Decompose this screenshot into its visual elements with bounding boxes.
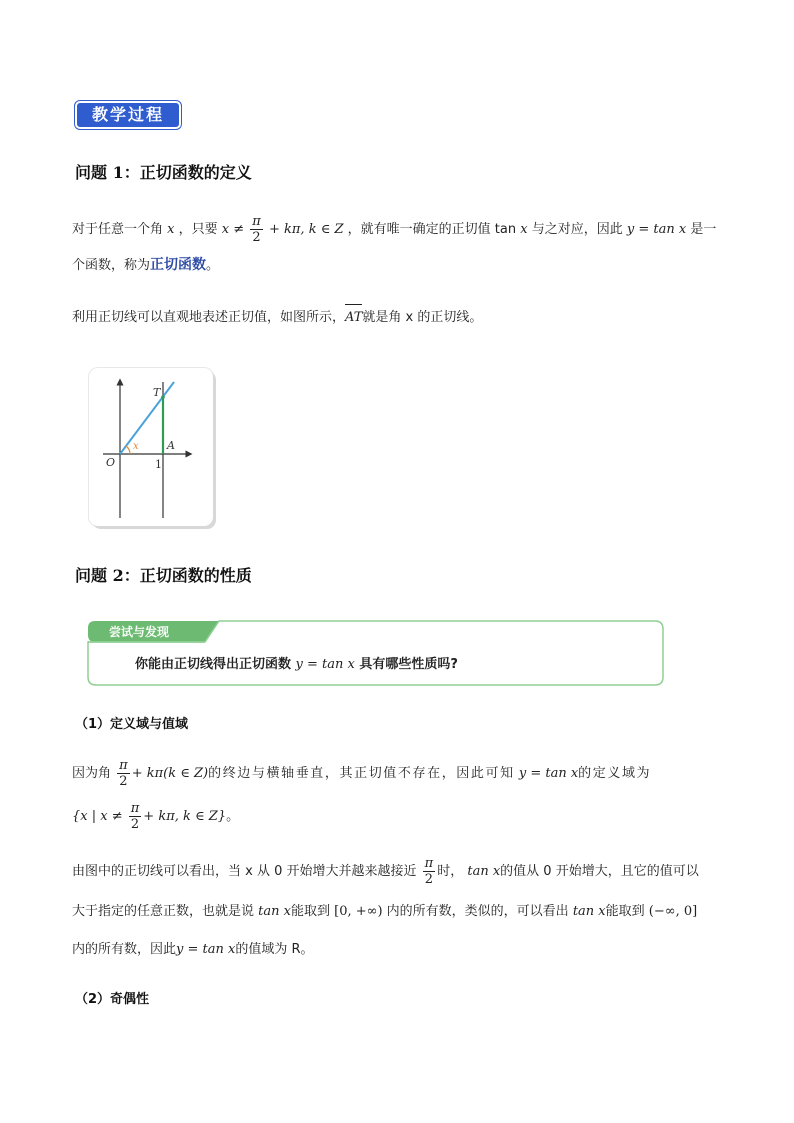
- p2-tan: tan x: [467, 864, 501, 879]
- term-tangent-function: 正切函数: [150, 257, 207, 273]
- vector-AT: AT: [345, 308, 362, 328]
- p2-line1: 由图中的正切线可以看出，当 x 从 0 开始增大并越来越接近 $\frac{\pi}{2}$ 时， tan x的值从 0 开始增大，且它的值可以: [72, 856, 699, 887]
- label-x: x: [133, 441, 139, 452]
- section-label: 教学过程: [75, 101, 181, 129]
- p1-after: + kπ(k ∈ Z): [131, 766, 209, 781]
- tangent-diagram: [89, 368, 213, 526]
- def-cond-lhs: x ≠: [221, 222, 245, 237]
- set-pre: {x | x ≠: [72, 809, 123, 824]
- label-T: T: [153, 386, 161, 399]
- sub-parity: （2）奇偶性: [75, 992, 150, 1007]
- p1-line2: {x | x ≠ $\frac{\pi}{2}$ + kπ, k ∈ Z}。: [72, 801, 240, 832]
- q1-def-line2: [72, 255, 219, 276]
- pi-over-2-d: $\frac{\pi}{2}$: [424, 856, 434, 887]
- def-y: y = tan x: [626, 222, 687, 237]
- q1-title: 问题 1：正切函数的定义: [75, 163, 252, 182]
- angle-arc: [126, 446, 130, 454]
- p2-line3: 内的所有数，因此y = tan x的值域为 R。: [72, 942, 314, 957]
- try-question: 你能由正切线得出正切函数 y = tan x 具有哪些性质吗?: [135, 657, 458, 672]
- label-1: 1: [155, 458, 162, 471]
- label-A: A: [167, 439, 175, 452]
- p2-line2: 大于指定的任意正数，也就是说 tan x能取到 [0, +∞) 内的所有数，类似的，可以看出 tan x能取到 (−∞, 0]: [72, 904, 698, 919]
- interval-positive: [0, +∞): [334, 904, 383, 919]
- line3-end: 就是角 x 的正切线。: [362, 310, 483, 325]
- def-text-c: ，就有唯一确定的正切值 tan: [347, 222, 517, 237]
- def-x2: x: [520, 222, 528, 237]
- try-label: 尝试与发现: [109, 625, 170, 639]
- line2-text: 个函数，称为: [72, 258, 151, 273]
- pi-over-2-b: $\frac{\pi}{2}$: [119, 758, 128, 789]
- p1-y: y = tan x: [518, 766, 579, 781]
- q1-line3: [72, 308, 482, 328]
- def-x: x: [167, 222, 175, 237]
- pi-over-2-c: $\frac{\pi}{2}$: [130, 801, 140, 832]
- point-T: [161, 395, 165, 399]
- tangent-line-figure: [89, 368, 213, 526]
- interval-negative: (−∞, 0]: [648, 904, 698, 919]
- q1-def-line1: [72, 208, 716, 252]
- label-O: O: [106, 456, 116, 469]
- def-text-d: 与之对应，因此: [531, 222, 623, 237]
- terminal-ray: [120, 382, 174, 454]
- try-discover-box: [87, 620, 664, 686]
- line3-text: 利用正切线可以直观地表述正切值，如图所示，: [72, 310, 346, 325]
- def-text-b: ，只要: [178, 222, 218, 237]
- def-text-e: 是一: [690, 222, 717, 237]
- p1-line1: 因为角 $\frac{\pi}{2}$ + kπ(k ∈ Z)的终边与横轴垂直，其正切值不存在，因此可知 y = tan x的定义域为: [72, 758, 652, 789]
- set-post: + kπ, k ∈ Z}: [143, 809, 227, 824]
- def-cond-rhs: + kπ, k ∈ Z: [268, 222, 344, 237]
- def-text-a: 对于任意一个角: [72, 222, 164, 237]
- try-math: y = tan x: [295, 657, 355, 672]
- p2-y: y = tan x: [176, 942, 236, 957]
- pi-over-2: $\frac{\pi}{2}$: [252, 214, 261, 245]
- q2-title: 问题 2：正切函数的性质: [75, 566, 252, 585]
- line2-end: 。: [206, 258, 220, 273]
- sub-domain-range: （1）定义域与值域: [75, 717, 189, 732]
